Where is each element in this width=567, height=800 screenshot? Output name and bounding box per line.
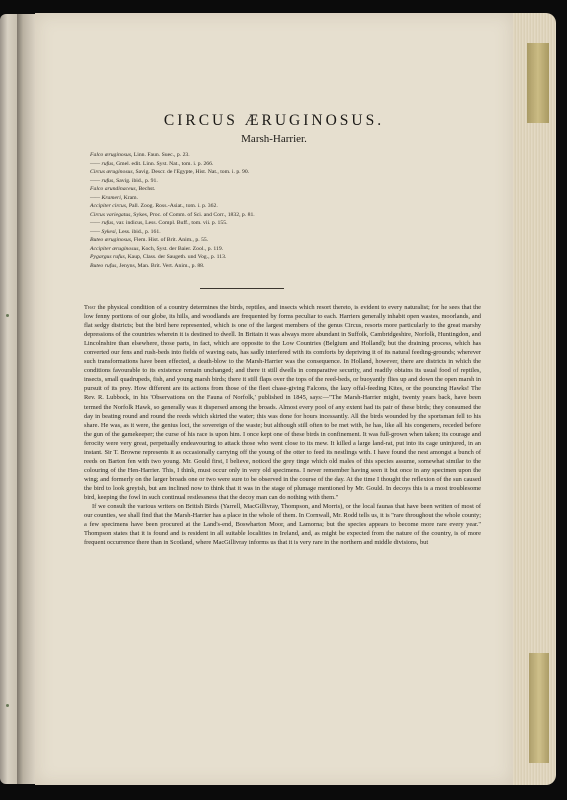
synonym-reference: Less. ibid., p. 161. — [117, 228, 161, 235]
synonymy-list — [90, 151, 420, 270]
synonym-entry — [90, 194, 420, 203]
synonym-name: Pygargus rufus, — [90, 254, 127, 260]
synonym-name: Circus variegatus, — [90, 211, 132, 218]
synonym-reference: Kram. — [122, 194, 139, 201]
synonym-entry — [90, 168, 420, 177]
synonym-name: —— rufus, — [90, 220, 115, 226]
book-gutter — [17, 14, 35, 784]
synonym-name: Circus æruginosus, — [90, 169, 135, 175]
synonym-name: Falco arundinaceus, — [90, 186, 138, 192]
foxing-spot — [6, 704, 9, 707]
synonym-entry — [90, 253, 420, 262]
paragraph-1-text: the physical condition of a country determines the birds, reptiles, and insects which resort thereto, is evident to every naturalist; for he sees that the low fenny portions of our globe, its hills, and woodlands are frequented by forms peculiar to each. Harriers generally inhabit open wastes, moorlands, and flat sedgy districts; but the bird here represented, which is one of the largest members of the genus Circus, resorts more particularly to the great marshy depressions of the countries wherein it is destined to dwell. In Britain it was always more abundant in Suffolk, Cambridgeshire, Norfolk, Huntingdon, and Lincolnshire than elsewhere, those parts, in fact, which are opposite to the Low Countries (Belgium and Holland); but the draining process, which has converted our fens and rush-beds into fields of waving oats, has sadly interfered with its comforts by depriving it of its natural feeding-grounds; wherever such transformations have been effected, a death-blow to the Marsh-Harrier was the consequence. In Holland, however, there are districts in which the conditions favourable to its existence remain unchanged; and there it still dwells in comparative security, and readily obtains its usual food of reptiles, insects, small quadrupeds, fish, and young marsh birds; there it still flaps over the tops of the reed-beds, or buoyantly flies up and down the open marsh in pursuit of its prey. How different are its actions from those of the fleet chase-giving Falcons, the lazy offal-feeding Kites, or the pouncing Hawks! The Rev. R. Lubbock, in his 'Observations on the Fauna of Norfolk,' published in 1845, says:—"The Marsh-Harrier might, twenty years back, have been termed the Norfolk Hawk, so generally was it dispersed among the broads. Almost every pool of any extent had its pair of these birds; they consumed the day in beating round and round the reeds which skirted the water; this was done for hours incessantly. All the birds wounded by the sportsman fell to his share. He was, as it were, the genius loci, the sovereign of the waste; but although still often to be met with, he has, like all his congeners, receded before the gun of the gamekeeper; the curse of his race is upon him. I once kept one of these birds in confinement. It was full-grown when taken; its courage and ferocity were very great, perpetually endeavouring to attack those who went close to its mew. It killed a large land-rat, put into its cage uninjured, in an instant. Sir T. Browne represents it as occasionally carrying off the young of the otter to feed its nestlings with. I have found the nest amongst a bunch of reeds on Barton fen with two young. Mr. Gould first, I believe, noticed the grey tinge which old males of this species assume, somewhat similar to the colouring of the Hen-Harrier. This, I think, must occur only in very old specimens. I never remember having seen it but once in any specimen upon the wing; and formerly on the larger broads one or two were sure to be observed in the course of the day. At the time I thought the reflexion of the sun caused the bird to look greyish, but am inclined now to think that it was in the stage of plumage mentioned by Mr. Gould. In decoys this is a most troublesome bird, keeping the fowl in such continual restlessness that the decoy man can do nothing with them." — [84, 304, 481, 501]
page-title: CIRCUS ÆRUGINOSUS. — [163, 112, 385, 129]
page-edge-stack — [513, 13, 556, 785]
synonym-entry — [90, 245, 420, 254]
gilt-edge — [527, 43, 549, 123]
synonym-reference: Kaup, Class. der Saugeth. und Vog., p. 113. — [126, 254, 227, 260]
paragraph-1 — [84, 303, 481, 502]
synonym-name: Falco æruginosus, — [90, 152, 133, 158]
drop-word: That — [84, 304, 96, 311]
synonym-entry — [90, 160, 420, 169]
synonym-entry — [90, 177, 420, 186]
synonym-reference: Koch, Syst. der Baier. Zool., p. 119. — [139, 245, 224, 252]
foxing-spot — [6, 314, 9, 317]
section-divider — [200, 288, 284, 289]
synonym-reference: Sykes, Proc. of Comm. of Sci. and Corr., 1832, p. 81. — [131, 211, 255, 218]
synonym-entry — [90, 262, 420, 271]
synonym-entry — [90, 185, 420, 194]
paragraph-2: If we consult the various writers on British Birds (Yarrell, MacGillivray, Thompson, and Morris), or the local faunas that have been written of most of our counties, we shall find that the Marsh-Harrier has a place in the whole of them. In Cornwall, Mr. Rodd tells us, it is "rare throughout the whole county; a few specimens have been procured at the Land's-end, Boswharton Moor, and Lamorna; but the species appears to become more rare every year." Thompson states that it is found and is resident in all suitable localities in Ireland, and, as might be expected from the nature of the country, is of more frequent occurrence there than in Scotland, where MacGillivray informs us that it is very rare in the northern and middle divisions, but — [84, 503, 481, 547]
synonym-name: Accipiter circus, — [90, 203, 128, 209]
synonym-reference: Savig. ibid., p. 91. — [114, 177, 158, 184]
synonym-entry — [90, 228, 420, 237]
facing-page-edge — [0, 14, 17, 784]
synonym-entry — [90, 236, 420, 245]
synonym-entry — [90, 219, 420, 228]
synonym-reference: Pall. Zoog. Ross.-Asiat., tom. i. p. 362. — [127, 203, 218, 209]
gilt-edge — [529, 653, 549, 763]
synonym-name: —— rufus, — [90, 177, 115, 184]
body-text — [84, 303, 481, 547]
synonym-name: —— Sykesi, — [90, 228, 118, 235]
synonym-name: Accipiter æruginosus, — [90, 245, 140, 252]
synonym-entry — [90, 211, 420, 220]
synonym-entry — [90, 202, 420, 211]
synonym-reference: var. indicus, Less. Compl. Buff., tom. vii. p. 155. — [114, 220, 228, 226]
synonym-reference: Savig. Descr. de l'Egypte, Hist. Nat., tom. i. p. 90. — [134, 169, 250, 175]
synonym-reference: Bechst. — [137, 186, 156, 192]
page-subtitle: Marsh-Harrier. — [241, 133, 307, 145]
synonym-entry — [90, 151, 420, 160]
synonym-reference: Gmel. edit. Linn. Syst. Nat., tom. i. p. 266. — [114, 160, 214, 167]
synonym-name: Buteo rufus, — [90, 262, 118, 269]
synonym-name: —— rufus, — [90, 160, 115, 167]
synonym-name: Buteo æruginosus, — [90, 237, 133, 243]
synonym-reference: Linn. Faun. Suec., p. 23. — [132, 152, 190, 158]
synonym-reference: Jenyns, Man. Brit. Vert. Anim., p. 88. — [117, 262, 205, 269]
synonym-reference: Flem. Hist. of Brit. Anim., p. 55. — [132, 237, 209, 243]
synonym-name: —— Krameri, — [90, 194, 123, 201]
